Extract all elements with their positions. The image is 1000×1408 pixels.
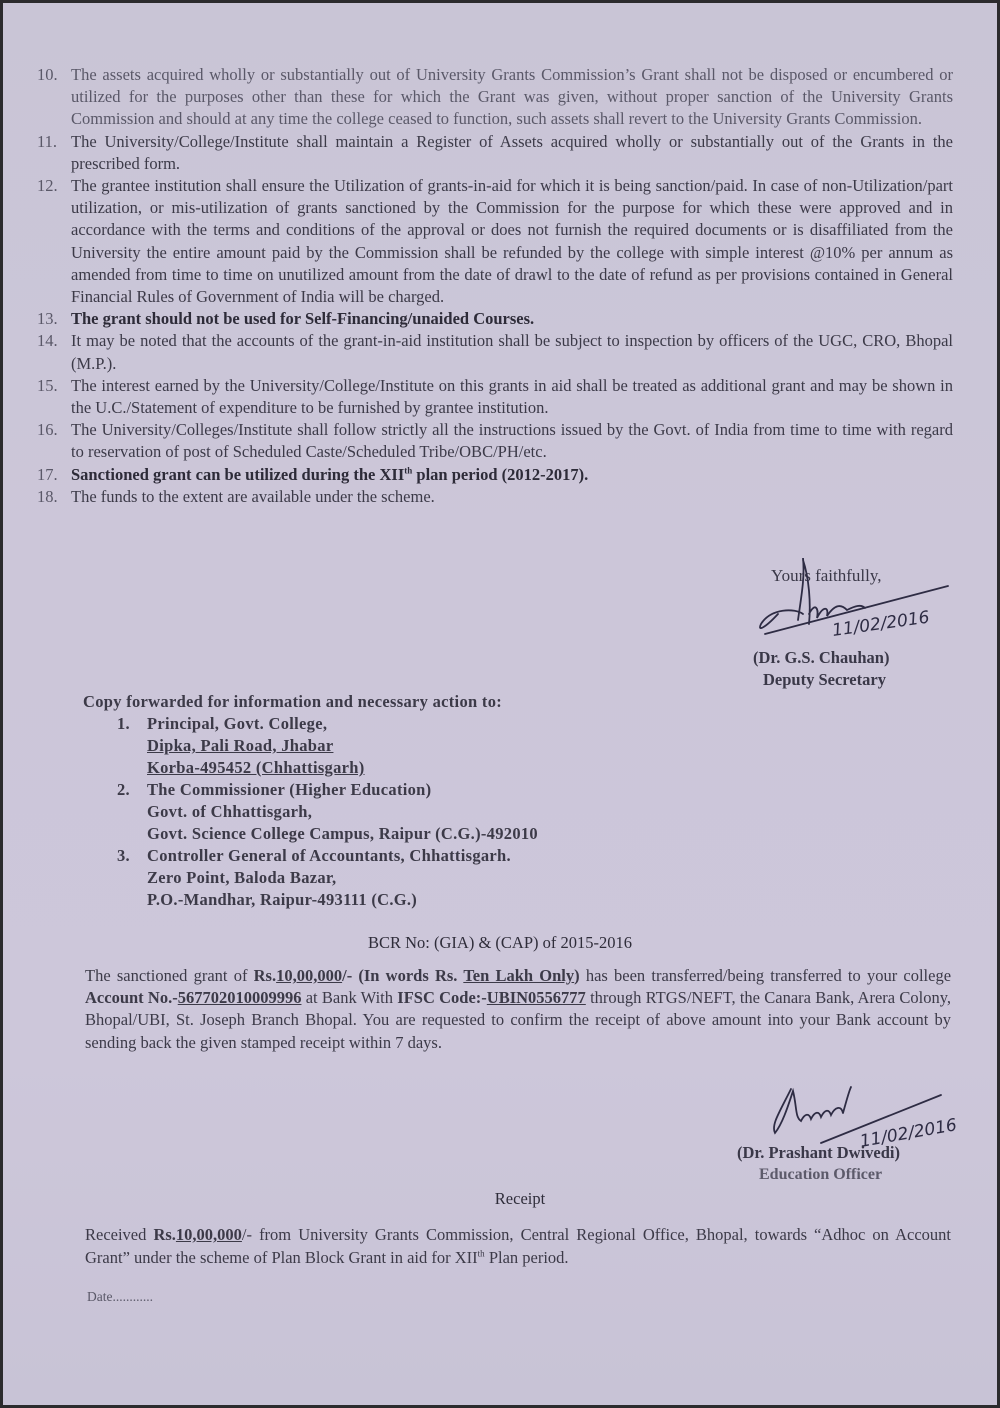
condition-11	[37, 131, 953, 175]
condition-number: 17.	[37, 464, 58, 484]
ifsc-code: UBIN0556777	[486, 988, 586, 1008]
text-run: /- from University Grants Commission, Central Regional Office, Bhopal, towards “Adhoc on Account Grant” under the scheme of Plan Block Grant in aid for XII	[85, 1225, 951, 1267]
condition-10	[37, 64, 953, 131]
currency-label: Rs.	[253, 966, 277, 985]
text-run: through RTGS/NEFT, the Canara Bank, Arera Colony, Bhopal/UBI, St. Joseph Branch Bhopal. You are requested to confirm the receipt of above amount into your Bank account by sending back the given stamped receipt within 7 days.	[85, 988, 951, 1052]
recipient-line: Govt. of Chhattisgarh,	[147, 802, 313, 821]
signature-date: 11/02/2016	[858, 1115, 959, 1152]
condition-12	[37, 175, 953, 308]
recipient-number: 2.	[117, 780, 130, 799]
text-run: at Bank With	[301, 988, 398, 1008]
conditions-list	[37, 64, 953, 508]
condition-number: 12.	[37, 176, 58, 196]
condition-13	[37, 308, 953, 330]
condition-17	[37, 464, 953, 486]
copy-forwarded-heading: Copy forwarded for information and necessary action to:	[83, 692, 503, 711]
account-number: 567702010009996	[177, 988, 302, 1008]
condition-number: 13.	[37, 309, 58, 329]
condition-text: The University/Colleges/Institute shall follow strictly all the instructions issued by the Govt. of India from time to time with regard to reservation of post of Scheduled Caste/Scheduled Tribe/OBC/PH/etc.	[71, 420, 953, 462]
condition-15	[37, 375, 953, 419]
condition-number: 15.	[37, 375, 58, 395]
recipient-line: Govt. Science College Campus, Raipur (C.G.)-492010	[147, 824, 538, 843]
ifsc-label: IFSC Code:-	[397, 988, 487, 1008]
bcr-number: BCR No: (GIA) & (CAP) of 2015-2016	[368, 933, 632, 952]
recipient-line: Korba-495452 (Chhattisgarh)	[147, 758, 365, 777]
condition-text	[71, 464, 953, 486]
condition-text: The grant should not be used for Self-Financing/unaided Courses.	[71, 309, 535, 329]
condition-number: 10.	[37, 65, 58, 84]
account-label: Account No.-	[85, 988, 178, 1008]
superscript: th	[404, 465, 413, 476]
grant-amount: 10,00,000	[276, 966, 343, 985]
recipient-number: 3.	[117, 846, 130, 865]
text-run: /- (In words Rs.	[342, 966, 464, 985]
condition-14	[37, 330, 953, 374]
condition-number: 18.	[37, 486, 58, 506]
signatory-name: (Dr. G.S. Chauhan)	[753, 648, 890, 667]
text-run: Received	[85, 1225, 154, 1244]
recipient-line: Controller General of Accountants, Chhattisgarh.	[147, 846, 511, 865]
text-run: Plan period.	[484, 1247, 569, 1267]
condition-text-part: Sanctioned grant can be utilized during the XII	[71, 464, 405, 484]
condition-number: 14.	[37, 331, 58, 351]
recipient-line: Principal, Govt. College,	[147, 714, 328, 733]
transfer-paragraph	[85, 965, 951, 1054]
condition-text: The University/College/Institute shall maintain a Register of Assets acquired wholly or substantially out of the Grants in the prescribed form.	[71, 131, 953, 173]
receipt-date-field: Date............	[87, 1289, 153, 1304]
text-run: The sanctioned grant of	[85, 966, 254, 985]
signatory-title: Deputy Secretary	[763, 670, 886, 689]
scanned-letter-page	[3, 3, 997, 1405]
recipient-1	[83, 713, 643, 779]
superscript: th	[477, 1248, 485, 1258]
condition-text: The interest earned by the University/College/Institute on this grants in aid shall be treated as additional grant and may be shown in the U.C./Statement of expenditure to be furnished by grantee institution.	[71, 375, 953, 418]
condition-text: The funds to the extent are available under the scheme.	[71, 486, 435, 506]
recipient-line: The Commissioner (Higher Education)	[147, 780, 432, 799]
amount-in-words: Ten Lakh Only	[463, 966, 575, 985]
recipient-3	[83, 845, 643, 911]
recipient-line: P.O.-Mandhar, Raipur-493111 (C.G.)	[147, 890, 418, 909]
condition-number: 11.	[37, 131, 58, 151]
recipient-line: Dipka, Pali Road, Jhabar	[147, 736, 334, 755]
signature-block-education-officer	[731, 1083, 981, 1193]
signature-block-deputy-secretary	[743, 558, 983, 698]
signatory-title: Education Officer	[759, 1166, 883, 1183]
receipt-title: Receipt	[494, 1189, 546, 1208]
condition-18	[37, 486, 953, 508]
text-run: has been transferred/being transferred to your college	[579, 966, 952, 985]
currency-label: Rs.	[153, 1225, 176, 1244]
condition-text: The grantee institution shall ensure the Utilization of grants-in-aid for which it is being sanction/paid. In case of non-Utilization/part utilization, or mis-utilization of grants sanctioned by the Commission for the purpose for which these were approved and in accordance with the terms and conditions of the approval or does not furnish the required documents or is disaffiliated from the University the entire amount paid by the Commission shall be refunded by the college with simple interest @10% per annum as amended from time to time on unutilized amount from the date of drawl to the date of refund as per provisions contained in General Financial Rules of Government of India will be charged.	[71, 176, 953, 307]
copy-forwarded-section	[83, 691, 643, 911]
signatory-name: (Dr. Prashant Dwivedi)	[737, 1143, 901, 1162]
condition-text: The assets acquired wholly or substantially out of University Grants Commission’s Grant shall not be disposed or encumbered or utilized for the purposes other than these for which the Grant was given, without proper sanction of the University Grants Commission and should at any time the college ceased to function, such assets shall revert to the University Grants Commission.	[71, 65, 953, 129]
recipient-number: 1.	[117, 714, 130, 733]
condition-text-part: plan period (2012-2017).	[412, 464, 589, 484]
condition-text: It may be noted that the accounts of the grant-in-aid institution shall be subject to inspection by officers of the UGC, CRO, Bhopal (M.P.).	[71, 331, 953, 373]
text-run: )	[574, 966, 580, 985]
condition-number: 16.	[37, 420, 58, 440]
handwritten-signature-icon	[743, 558, 983, 658]
recipient-line: Zero Point, Baloda Bazar,	[147, 868, 337, 887]
receipt-amount: 10,00,000	[175, 1225, 242, 1244]
receipt-paragraph	[85, 1224, 951, 1269]
recipient-2	[83, 779, 643, 845]
closing-text: Yours faithfully,	[771, 566, 882, 585]
condition-16	[37, 419, 953, 463]
signature-date: 11/02/2016	[830, 607, 931, 641]
